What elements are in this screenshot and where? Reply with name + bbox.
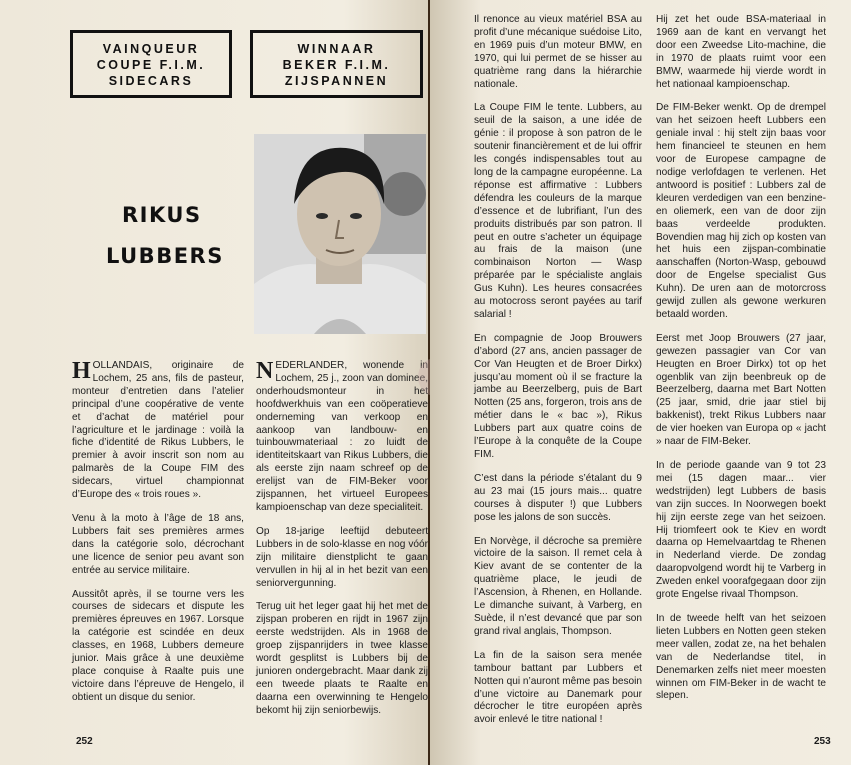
article-column-dutch-1: [256, 360, 428, 729]
paragraph: La Coupe FIM le tente. Lubbers, au seuil de la saison, a une idée de génie : il propose à son patron de le soutenir financièrement et de lui offrir les congés indispensables tout au long de la campagne européenne. La réponse est affirmative : Lubbers défendra les couleurs de la marque d’essence et de lubrifiant, l’un des produits distribués par son patron. Il peut en outre s’acheter un équipage au frais de la maison (une combinaison Norton — Wasp préparée par le spécialiste anglais Gus Kuhn). Les heures consacrées au motocross seront payées au tarif salarial !: [474, 102, 642, 320]
header-box-french: [70, 30, 232, 98]
article-column-dutch-2: [656, 14, 826, 714]
paragraph-text: EDERLANDER, wonende in Lochem, 25 j., zoon van dominee, onderhoudsmonteur in het hoofdwerkhuis van een coöperatieve onderneming van verkoop en aankoop van landbouw- en tuinbouwmateriaal : zo luidt de identiteitskaart van Rikus Lubbers, die als eerste zijn naam schreef op de erelijst van de FIM-Beker voor zijspannen, het virtueel Europees kampioenschap van deze specialiteit.: [256, 360, 428, 513]
paragraph-text: OLLANDAIS, originaire de Lochem, 25 ans, fils de pasteur, monteur d’entretien dans l’atelier principal d’une coopérative de vente et d’achat de matériel pour l’agriculture et le jardinage : voilà la fiche d’identité de Rikus Lubbers, le premier à avoir inscrit son nom au palmarès de la Coupe FIM des sidecars, virtuel championnat d’Europe des « trois roues ».: [72, 360, 244, 501]
rider-last-name: LUBBERS: [106, 244, 224, 268]
paragraph: En compagnie de Joop Brouwers d’abord (27 ans, ancien passager de Cor Van Heugten et de Broer Dirkx) jusqu’au moment où il se fracture la jambe au Beerzelberg, puis de Bart Notten (25 ans, forgeron, trois ans de métier dans le « bac »), Rikus Lubbers part aux quatre coins de l’Europe à la conquête de la Coupe FIM.: [474, 332, 642, 460]
paragraph: Terug uit het leger gaat hij het met de zijspan proberen en rijdt in 1967 zijn eerste wedstrijden. Als in 1968 de groep zijspanrijders in twee klasse wordt gesplitst is Lubbers bij de junioren ondergebracht. Maar dank zij een tweede plaats te Raalte en daarna een overwinning te Hengelo bekomt hij zijn seniorbewijs.: [256, 601, 428, 716]
header-line: COUPE F.I.M.: [96, 58, 206, 72]
header-line: ZIJSPANNEN: [284, 74, 389, 88]
paragraph: C’est dans la période s’étalant du 9 au 23 mai (15 jours mais... quatre courses à disputer !) que Lubbers pose les jalons de son succès.: [474, 472, 642, 523]
paragraph: Venu à la moto à l’âge de 18 ans, Lubbers fait ses premières armes dans la catégorie solo, décrochant une licence de senior peu avant son entrée au service militaire.: [72, 512, 244, 576]
paragraph: En Norvège, il décroche sa première victoire de la saison. Il remet cela à Kiev avant de se contenter de la quatrième place, le jeudi de l’Ascension, à Rhenen, en Hollande. Le dimanche suivant, à Varberg, en Suède, il n’est devancé que par son grand rival anglais, Thompson.: [474, 535, 642, 637]
header-line: WINNAAR: [297, 42, 376, 56]
article-column-french-1: [72, 360, 244, 716]
page-number-left: 252: [76, 736, 93, 747]
paragraph: La fin de la saison sera menée tambour battant par Lubbers et Notten qui n’auront même pas besoin d’une victoire au Danemark pour décrocher le titre européen après avoir enlevé le titre national !: [474, 649, 642, 726]
header-box-dutch: [250, 30, 423, 98]
header-line: BEKER F.I.M.: [282, 58, 391, 72]
paragraph: In de periode gaande van 9 tot 23 mei (15 dagen maar... vier wedstrijden) legt Lubbers de basis van zijn succes. In Noorwegen boekt hij zijn eerste zege van het seizoen. Hij triomfeert ook te Kiev en wordt daarna op Hemelvaartdag te Rhenen in Nederland vierde. De zondag daaropvolgend wordt hij te Varberg in Zweden enkel voorafgegaan door zijn grote Engelse rivaal Thompson.: [656, 460, 826, 601]
rider-portrait-photo: [254, 134, 426, 334]
rider-first-name: RIKUS: [122, 203, 202, 227]
page-number-right: 253: [814, 736, 831, 747]
header-line: VAINQUEUR: [102, 42, 200, 56]
paragraph: Eerst met Joop Brouwers (27 jaar, gewezen passagier van Cor van Heugten en Broer Dirkx) tot op het ogenblik van zijn beenbreuk op de Beerzelberg, daarna met Bart Notten (25 jaar, smid, drie jaar stiel bij bakkenist), trekt Rikus Lubbers naar de vier hoeken van Europa op « jacht » naar de FIM-Beker.: [656, 332, 826, 448]
paragraph: [72, 360, 244, 502]
article-column-french-2: [474, 14, 642, 738]
header-line: SIDECARS: [108, 74, 194, 88]
paragraph: Hij zet het oude BSA-materiaal in 1969 aan de kant en vervangt het door een Zweedse Lito-machine, die in 1970 de plaats ruimt voor een BMW, waarmede hij vierde wordt in het nationaal kampioenschap.: [656, 14, 826, 90]
paragraph: Op 18-jarige leeftijd debuteert Lubbers in de solo-klasse en nog vóór zijn militaire dienstplicht te gaan vervullen in hij al in het bezit van een seniorvergunning.: [256, 525, 428, 589]
paragraph: Il renonce au vieux matériel BSA au profit d’une mécanique suédoise Lito, en 1969 puis d’un moteur BMW, en 1970, qui lui permet de se hisser au quatrième rang dans la hiérarchie nationale.: [474, 14, 642, 90]
paragraph: Aussitôt après, il se tourne vers les courses de sidecars et dispute les premières épreuves en 1967. Lorsque la catégorie est scindée en deux classes, en 1968, Lubbers demeure junior. Mais grâce à une deuxième place conquise à Raalte puis une victoire dans l’épreuve de Hengelo, il obtient un disque du senior.: [72, 588, 244, 703]
drop-cap: H: [72, 358, 91, 384]
paragraph: De FIM-Beker wenkt. Op de drempel van het seizoen heeft Lubbers een geniale inval : hij stelt zijn baas voor hem financieel te steunen en hem voor de Europese campagne de nodige verlofdagen te verlenen. Het antwoord is positief : Lubbers zal de kleuren verdedigen van een benzine- en oliemerk, een van de door zijn baas verdeelde produkten. Bovendien mag hij zich op kosten van het huis een zijspan-combinatie aanschaffen (Norton-Wasp, gebouwd door de Engelse specialist Gus Kuhn). De uren aan de motorcross gewijd zullen als gewone werkuren betaald worden.: [656, 102, 826, 320]
drop-cap: N: [256, 358, 274, 384]
paragraph: In de tweede helft van het seizoen lieten Lubbers en Notten geen steken meer vallen, zodat ze, na het behalen van de Nederlandse titel, in Denemarken zelfs niet meer moesten winnen om FIM-Beker in de wacht te slepen.: [656, 612, 826, 702]
paragraph: [256, 360, 428, 515]
